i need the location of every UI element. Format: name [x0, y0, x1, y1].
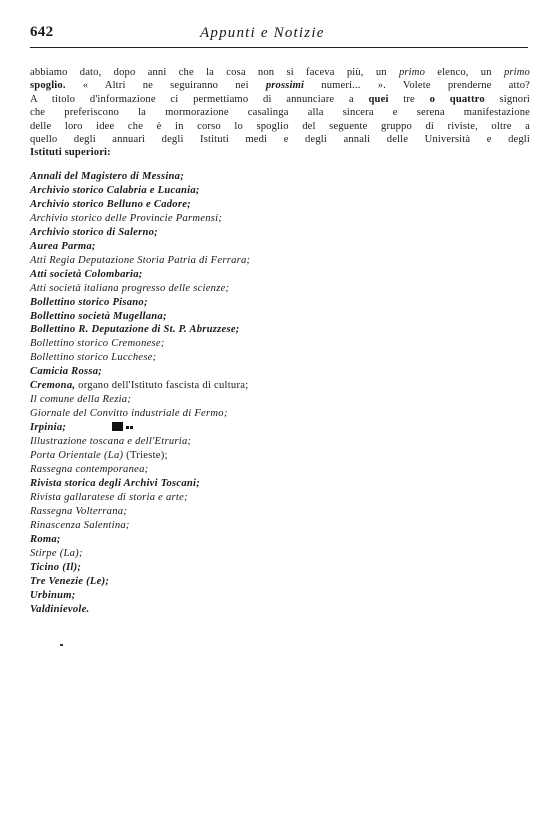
journal-item	[30, 589, 450, 603]
journal-item	[30, 407, 450, 421]
journal-title: Irpinia;	[30, 422, 67, 434]
journal-note: organo dell'Istituto fascista di cultura;	[75, 380, 249, 392]
journal-item	[30, 254, 450, 268]
header-rule	[30, 47, 528, 48]
journal-item	[30, 310, 450, 324]
journal-title: Bollettino storico Pisano;	[30, 296, 148, 308]
journal-title: Ticino (Il);	[30, 561, 82, 573]
line-text: che preferiscono la mormorazione casalinga alla sincera e serena manifestazione	[30, 107, 530, 119]
journal-title: Rassegna contemporanea;	[30, 464, 149, 476]
journal-list	[30, 170, 450, 617]
journal-item	[30, 226, 450, 240]
journal-title: Atti società italiana progresso delle scienze;	[30, 282, 230, 294]
journal-item	[30, 365, 450, 379]
line-text: tre	[388, 93, 430, 105]
line-text: abbiamo dato, dopo anni che la cosa non si faceva più, un	[30, 67, 399, 78]
journal-item	[30, 282, 450, 296]
journal-item	[30, 533, 450, 547]
journal-title: Bollettino società Mugellana;	[30, 310, 167, 322]
journal-title: Roma;	[30, 533, 61, 545]
journal-title: Giornale del Convitto industriale di Fermo;	[30, 408, 228, 420]
journal-item	[30, 184, 450, 198]
journal-title: Illustrazione toscana e dell'Etruria;	[30, 436, 192, 448]
journal-item	[30, 435, 450, 449]
journal-item	[30, 198, 450, 212]
journal-title: Atti Regia Deputazione Storia Patria di Ferrara;	[30, 254, 251, 266]
page-header	[30, 24, 530, 48]
paragraph-line	[30, 106, 530, 119]
journal-item	[30, 351, 450, 365]
journal-item	[30, 491, 450, 505]
journal-item	[30, 421, 450, 435]
journal-title: Rivista storica degli Archivi Toscani;	[30, 477, 200, 489]
journal-title: Atti società Colombaria;	[30, 268, 143, 280]
journal-item	[30, 561, 450, 575]
emphasis-bold: Istituti superiori:	[30, 147, 111, 159]
paragraph-line	[30, 79, 530, 92]
paragraph-line	[30, 133, 530, 146]
journal-item	[30, 393, 450, 407]
paragraph-line	[30, 66, 530, 79]
journal-item	[30, 449, 450, 463]
journal-title: Aurea Parma;	[30, 240, 96, 252]
line-text: « Altri ne seguiranno nei	[65, 80, 266, 92]
emphasis: primo	[503, 67, 530, 78]
journal-item	[30, 463, 450, 477]
journal-title: Porta Orientale (La)	[30, 450, 124, 462]
journal-note: (Trieste);	[123, 450, 168, 462]
journal-title: Bollettino R. Deputazione di St. P. Abruzzese;	[30, 324, 240, 336]
journal-title: Archivio storico Calabria e Lucania;	[30, 184, 200, 196]
line-text: numeri... ». Volete prenderne atto?	[304, 80, 530, 92]
journal-title: Rassegna Volterrana;	[30, 505, 128, 517]
emphasis-bold: o quattro	[429, 93, 485, 105]
emphasis: primo	[398, 67, 426, 78]
journal-item	[30, 477, 450, 491]
stray-ink-mark	[60, 644, 63, 646]
journal-title: Annali del Magistero di Messina;	[30, 171, 184, 182]
journal-title: Archivio storico di Salerno;	[30, 226, 158, 238]
journal-item	[30, 170, 450, 184]
journal-item	[30, 379, 450, 393]
paragraph-line	[30, 146, 530, 159]
journal-item	[30, 296, 450, 310]
line-text: signori	[484, 93, 530, 105]
journal-title: Stirpe (La);	[30, 547, 83, 559]
journal-item	[30, 547, 450, 561]
journal-title: Rinascenza Salentina;	[30, 519, 130, 531]
running-title: Appunti e Notizie	[200, 25, 325, 41]
journal-item	[30, 268, 450, 282]
journal-title: Archivio storico delle Provincie Parmensi;	[30, 212, 223, 224]
journal-title: Archivio storico Belluno e Cadore;	[30, 198, 191, 210]
ink-blot-mark	[112, 422, 123, 431]
journal-item	[30, 337, 450, 351]
journal-item	[30, 505, 450, 519]
emphasis-bold: quei	[368, 93, 389, 105]
journal-title: Bollettino storico Cremonese;	[30, 338, 165, 350]
journal-title: Urbinum;	[30, 589, 76, 601]
journal-item	[30, 323, 450, 337]
journal-title: Rivista gallaratese di storia e arte;	[30, 491, 188, 503]
journal-item	[30, 575, 450, 589]
journal-item	[30, 519, 450, 533]
journal-item	[30, 212, 450, 226]
ink-dot-mark	[130, 426, 133, 429]
journal-title: Camicia Rossa;	[30, 366, 103, 378]
journal-title: Cremona,	[30, 380, 76, 392]
line-text: delle loro idee che è in corso lo spoglio del seguente gruppo di riviste, oltre a	[30, 120, 530, 132]
line-text: quello degli annuari degli Istituti medi e degli annali delle Università e degli	[30, 134, 530, 146]
emphasis-bold: spoglio.	[30, 80, 66, 92]
journal-title: Valdinievole.	[30, 603, 90, 615]
paragraph-line	[30, 93, 530, 106]
journal-title: Bollettino storico Lucchese;	[30, 352, 157, 364]
journal-item	[30, 240, 450, 254]
journal-item	[30, 603, 450, 617]
emphasis: prossimi	[265, 80, 305, 92]
page-number: 642	[30, 24, 54, 40]
line-text: A titolo d'informazione ci permettiamo di annunciare a	[30, 93, 369, 105]
paragraph-line	[30, 120, 530, 133]
line-text: elenco, un	[425, 67, 504, 78]
intro-paragraph	[30, 66, 530, 160]
journal-title: Tre Venezie (Le);	[30, 575, 110, 587]
ink-dot-mark	[126, 426, 129, 429]
journal-title: Il comune della Rezia;	[30, 394, 132, 406]
